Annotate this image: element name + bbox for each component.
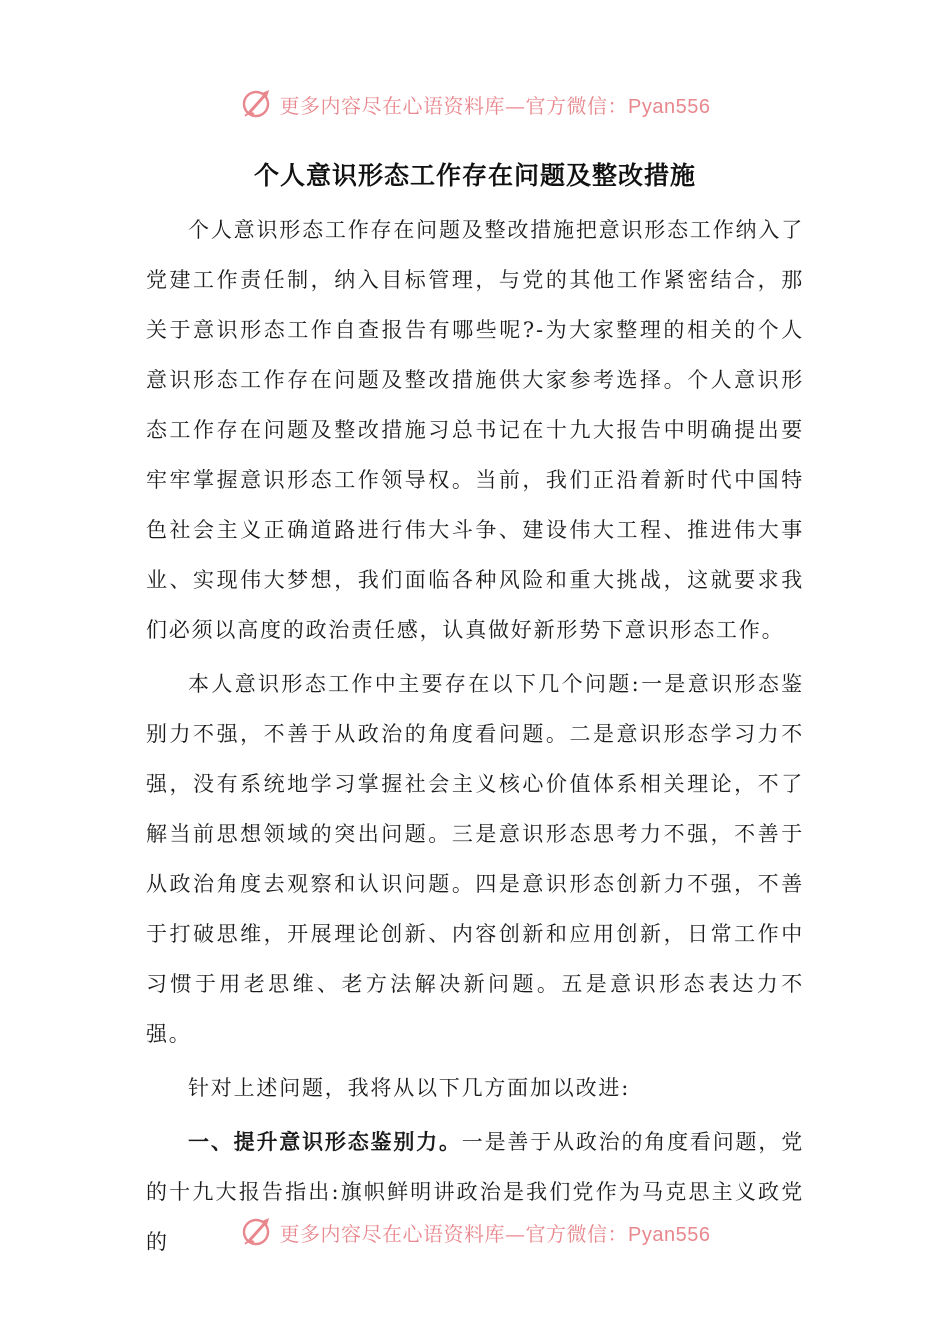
measure-heading: 一、提升意识形态鉴别力。 [188,1129,462,1154]
document-body [146,205,804,1271]
paragraph-intro: 个人意识形态工作存在问题及整改措施把意识形态工作纳入了党建工作责任制，纳入目标管理，与党的其他工作紧密结合，那关于意识形态工作自查报告有哪些呢?-为大家整理的相关的个人意识形态工作存在问题及整改措施供大家参考选择。个人意识形态工作存在问题及整改措施习总书记在十九大报告中明确提出要牢牢掌握意识形态工作领导权。当前，我们正沿着新时代中国特色社会主义正确道路进行伟大斗争、建设伟大工程、推进伟大事业、实现伟大梦想，我们面临各种风险和重大挑战，这就要求我们必须以高度的政治责任感，认真做好新形势下意识形态工作。 [146,218,804,642]
banner-text [280,90,711,119]
wechat-account: Pyan556 [628,95,711,118]
paragraph-problems: 本人意识形态工作中主要存在以下几个问题:一是意识形态鉴别力不强，不善于从政治的角度看问题。二是意识形态学习力不强，没有系统地学习掌握社会主义核心价值体系相关理论，不了解当前思想领域的突出问题。三是意识形态思考力不强，不善于从政治角度去观察和认识问题。四是意识形态创新力不强，不善于打破思维，开展理论创新、内容创新和应用创新，日常工作中习惯于用老思维、老方法解决新问题。五是意识形态表达力不强。 [146,672,804,1046]
pen-nib-circle-icon [240,1215,274,1249]
document-title: 个人意识形态工作存在问题及整改措施 [253,161,696,190]
banner-slogan: 更多内容尽在心语资料库—官方微信： [279,93,629,118]
banner-text [280,1218,711,1247]
paragraph-transition: 针对上述问题，我将从以下几方面加以改进: [188,1076,631,1100]
pen-nib-circle-icon [240,87,274,121]
header-banner [0,84,950,124]
footer-banner [0,1212,950,1252]
measure-text: 一是善于从政治的角度看问题，党的十九大报告指出:旗帜鲜明讲政治是我们党作为马克思主义政党的 [146,1130,804,1254]
banner-slogan: 更多内容尽在心语资料库—官方微信： [279,1221,629,1246]
wechat-account: Pyan556 [628,1223,711,1246]
